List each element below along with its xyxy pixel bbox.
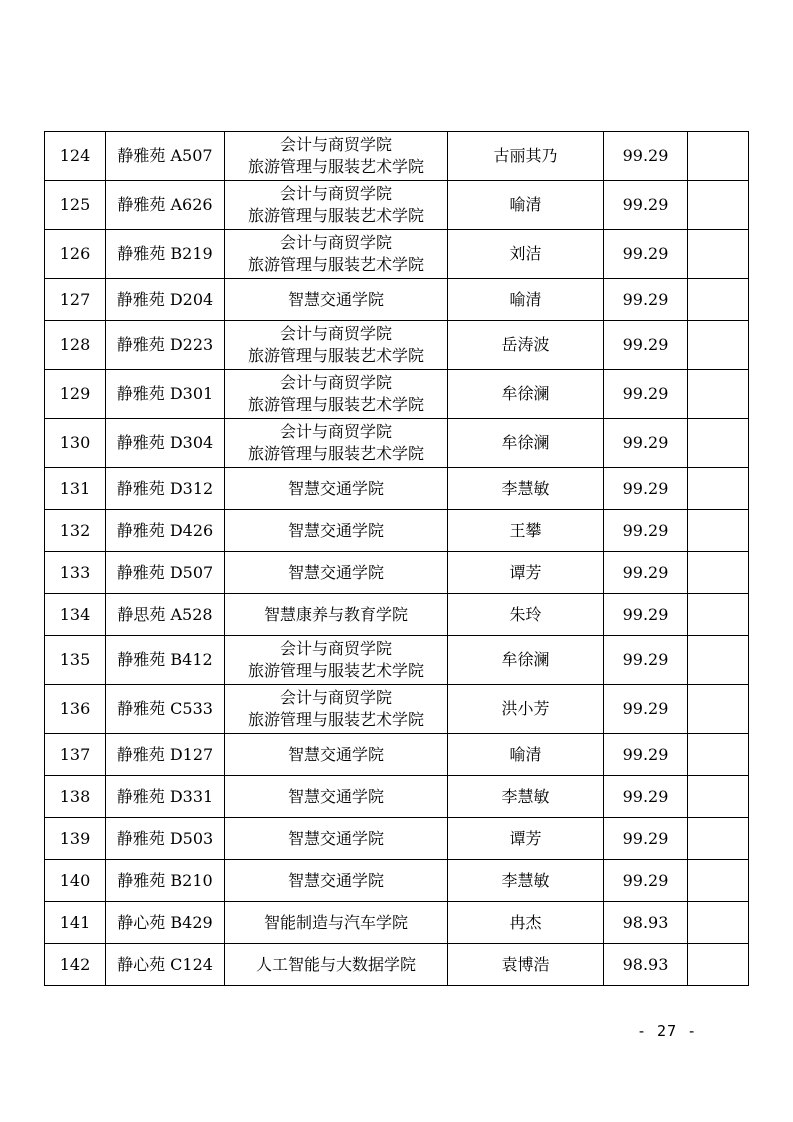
instructor-name-cell: 李慧敏	[448, 776, 604, 818]
dorm-room-cell: 静雅苑 B219	[106, 230, 225, 279]
college-name: 会计与商贸学院	[279, 135, 392, 154]
instructor-name-cell: 喻清	[448, 279, 604, 321]
remark-cell	[688, 685, 749, 734]
college-name: 旅游管理与服装艺术学院	[247, 661, 424, 680]
row-number-cell: 136	[45, 685, 106, 734]
row-number-cell: 134	[45, 594, 106, 636]
score-cell: 99.29	[604, 321, 688, 370]
remark-cell	[688, 552, 749, 594]
score-cell: 98.93	[604, 902, 688, 944]
table-row	[45, 636, 749, 685]
table-row	[45, 468, 749, 510]
dorm-room-cell: 静雅苑 D301	[106, 370, 225, 419]
college-cell	[225, 685, 448, 734]
score-cell: 99.29	[604, 594, 688, 636]
row-number-cell: 126	[45, 230, 106, 279]
college-name: 会计与商贸学院	[279, 324, 392, 343]
table-body	[45, 132, 749, 986]
score-cell: 99.29	[604, 468, 688, 510]
college-cell	[225, 818, 448, 860]
dorm-room-cell: 静雅苑 D127	[106, 734, 225, 776]
college-cell	[225, 132, 448, 181]
row-number-cell: 132	[45, 510, 106, 552]
table-row	[45, 552, 749, 594]
remark-cell	[688, 230, 749, 279]
remark-cell	[688, 734, 749, 776]
college-name: 会计与商贸学院	[279, 184, 392, 203]
instructor-name-cell: 袁博浩	[448, 944, 604, 986]
instructor-name-cell: 古丽其乃	[448, 132, 604, 181]
row-number-cell: 135	[45, 636, 106, 685]
college-name: 智慧交通学院	[287, 828, 384, 848]
remark-cell	[688, 944, 749, 986]
remark-cell	[688, 132, 749, 181]
dorm-room-cell: 静雅苑 D426	[106, 510, 225, 552]
college-name: 智慧交通学院	[287, 870, 384, 890]
row-number-cell: 137	[45, 734, 106, 776]
college-cell	[225, 860, 448, 902]
dorm-room-cell: 静雅苑 D503	[106, 818, 225, 860]
college-cell	[225, 944, 448, 986]
score-cell: 99.29	[604, 510, 688, 552]
table-row	[45, 902, 749, 944]
college-name: 旅游管理与服装艺术学院	[247, 346, 424, 365]
dorm-room-cell: 静雅苑 D331	[106, 776, 225, 818]
table-row	[45, 321, 749, 370]
instructor-name-cell: 岳涛波	[448, 321, 604, 370]
college-name: 智慧交通学院	[287, 478, 384, 498]
row-number-cell: 127	[45, 279, 106, 321]
score-cell: 99.29	[604, 685, 688, 734]
college-name: 旅游管理与服装艺术学院	[247, 395, 424, 414]
dormitory-score-table	[44, 131, 749, 986]
row-number-cell: 124	[45, 132, 106, 181]
page-number: - 27 -	[637, 1022, 698, 1040]
college-cell	[225, 510, 448, 552]
college-name: 智慧康养与教育学院	[263, 604, 408, 624]
score-cell: 98.93	[604, 944, 688, 986]
table-row	[45, 230, 749, 279]
remark-cell	[688, 776, 749, 818]
row-number-cell: 129	[45, 370, 106, 419]
instructor-name-cell: 喻清	[448, 734, 604, 776]
dorm-room-cell: 静雅苑 D304	[106, 419, 225, 468]
table-row	[45, 776, 749, 818]
college-name: 智慧交通学院	[287, 289, 384, 309]
table-row	[45, 279, 749, 321]
dorm-room-cell: 静雅苑 D204	[106, 279, 225, 321]
row-number-cell: 141	[45, 902, 106, 944]
table-row	[45, 818, 749, 860]
remark-cell	[688, 860, 749, 902]
college-cell	[225, 419, 448, 468]
remark-cell	[688, 468, 749, 510]
score-cell: 99.29	[604, 181, 688, 230]
instructor-name-cell: 朱玲	[448, 594, 604, 636]
remark-cell	[688, 370, 749, 419]
college-cell	[225, 181, 448, 230]
instructor-name-cell: 牟徐澜	[448, 370, 604, 419]
college-name: 旅游管理与服装艺术学院	[247, 157, 424, 176]
table-row	[45, 944, 749, 986]
college-name: 会计与商贸学院	[279, 639, 392, 658]
college-cell	[225, 776, 448, 818]
dorm-room-cell: 静雅苑 B412	[106, 636, 225, 685]
instructor-name-cell: 冉杰	[448, 902, 604, 944]
score-cell: 99.29	[604, 132, 688, 181]
dorm-room-cell: 静雅苑 D312	[106, 468, 225, 510]
row-number-cell: 142	[45, 944, 106, 986]
college-cell	[225, 279, 448, 321]
table-row	[45, 132, 749, 181]
college-name: 会计与商贸学院	[279, 233, 392, 252]
dorm-room-cell: 静思苑 A528	[106, 594, 225, 636]
instructor-name-cell: 李慧敏	[448, 468, 604, 510]
score-cell: 99.29	[604, 552, 688, 594]
table-row	[45, 419, 749, 468]
college-cell	[225, 636, 448, 685]
score-cell: 99.29	[604, 636, 688, 685]
college-name: 会计与商贸学院	[279, 422, 392, 441]
remark-cell	[688, 510, 749, 552]
instructor-name-cell: 牟徐澜	[448, 636, 604, 685]
score-cell: 99.29	[604, 776, 688, 818]
row-number-cell: 130	[45, 419, 106, 468]
remark-cell	[688, 321, 749, 370]
row-number-cell: 140	[45, 860, 106, 902]
row-number-cell: 128	[45, 321, 106, 370]
row-number-cell: 139	[45, 818, 106, 860]
table-row	[45, 594, 749, 636]
dorm-room-cell: 静雅苑 D507	[106, 552, 225, 594]
row-number-cell: 138	[45, 776, 106, 818]
dorm-room-cell: 静雅苑 A507	[106, 132, 225, 181]
table-row	[45, 734, 749, 776]
dorm-room-cell: 静雅苑 B210	[106, 860, 225, 902]
college-name: 旅游管理与服装艺术学院	[247, 255, 424, 274]
college-cell	[225, 468, 448, 510]
instructor-name-cell: 洪小芳	[448, 685, 604, 734]
college-cell	[225, 902, 448, 944]
score-cell: 99.29	[604, 860, 688, 902]
dorm-room-cell: 静心苑 C124	[106, 944, 225, 986]
dorm-room-cell: 静雅苑 A626	[106, 181, 225, 230]
instructor-name-cell: 谭芳	[448, 552, 604, 594]
dorm-room-cell: 静雅苑 C533	[106, 685, 225, 734]
remark-cell	[688, 818, 749, 860]
instructor-name-cell: 喻清	[448, 181, 604, 230]
college-name: 旅游管理与服装艺术学院	[247, 444, 424, 463]
remark-cell	[688, 594, 749, 636]
instructor-name-cell: 刘洁	[448, 230, 604, 279]
table-row	[45, 181, 749, 230]
remark-cell	[688, 279, 749, 321]
table-row	[45, 370, 749, 419]
college-cell	[225, 594, 448, 636]
row-number-cell: 133	[45, 552, 106, 594]
row-number-cell: 131	[45, 468, 106, 510]
college-name: 智慧交通学院	[287, 520, 384, 540]
score-cell: 99.29	[604, 230, 688, 279]
college-name: 智能制造与汽车学院	[263, 912, 408, 932]
college-name: 会计与商贸学院	[279, 373, 392, 392]
college-name: 会计与商贸学院	[279, 688, 392, 707]
college-cell	[225, 552, 448, 594]
college-name: 旅游管理与服装艺术学院	[247, 206, 424, 225]
table-row	[45, 685, 749, 734]
college-cell	[225, 230, 448, 279]
college-cell	[225, 370, 448, 419]
score-cell: 99.29	[604, 734, 688, 776]
college-cell	[225, 734, 448, 776]
college-name: 智慧交通学院	[287, 786, 384, 806]
table-row	[45, 510, 749, 552]
college-name: 旅游管理与服装艺术学院	[247, 710, 424, 729]
college-name: 人工智能与大数据学院	[255, 954, 416, 974]
instructor-name-cell: 谭芳	[448, 818, 604, 860]
remark-cell	[688, 902, 749, 944]
instructor-name-cell: 王攀	[448, 510, 604, 552]
score-cell: 99.29	[604, 818, 688, 860]
college-name: 智慧交通学院	[287, 744, 384, 764]
row-number-cell: 125	[45, 181, 106, 230]
dorm-room-cell: 静雅苑 D223	[106, 321, 225, 370]
college-cell	[225, 321, 448, 370]
score-cell: 99.29	[604, 279, 688, 321]
college-name: 智慧交通学院	[287, 562, 384, 582]
remark-cell	[688, 419, 749, 468]
table-row	[45, 860, 749, 902]
instructor-name-cell: 李慧敏	[448, 860, 604, 902]
score-cell: 99.29	[604, 419, 688, 468]
instructor-name-cell: 牟徐澜	[448, 419, 604, 468]
dorm-room-cell: 静心苑 B429	[106, 902, 225, 944]
remark-cell	[688, 181, 749, 230]
remark-cell	[688, 636, 749, 685]
score-cell: 99.29	[604, 370, 688, 419]
